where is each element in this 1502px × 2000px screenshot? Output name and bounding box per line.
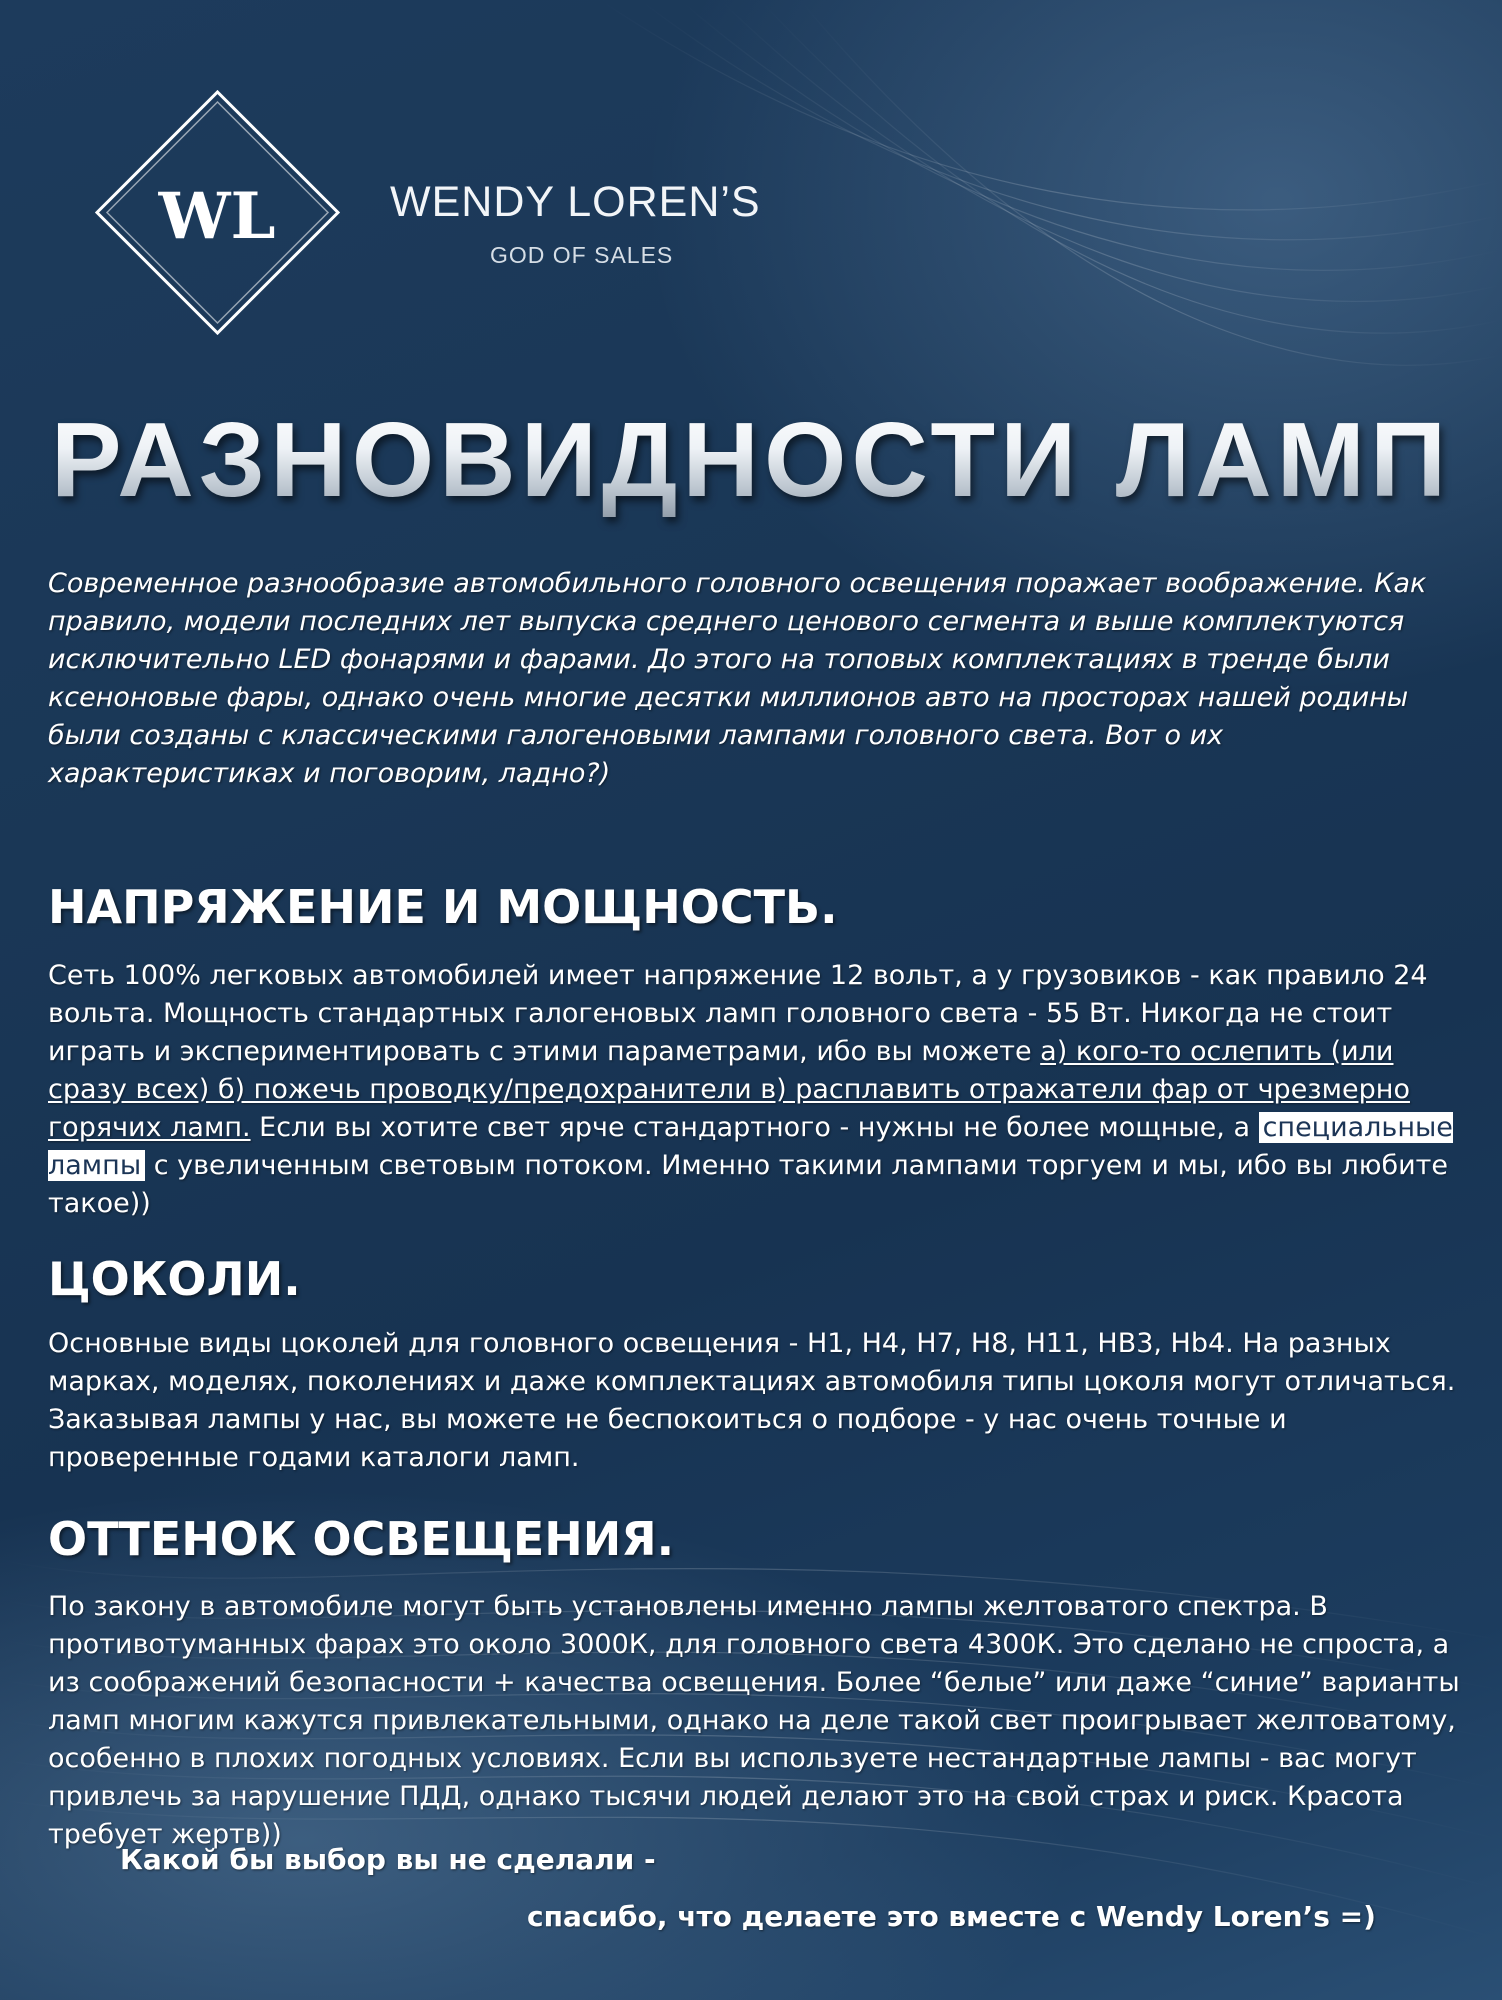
- voltage-text-2: Если вы хотите свет ярче стандартного - нужны не более мощные, а: [250, 1112, 1259, 1143]
- voltage-text-3: с увеличенным световым потоком. Именно такими лампами торгуем и мы, ибо вы любите такое)): [48, 1150, 1448, 1219]
- voltage-underlined-text: а) кого-то ослепить (или сразу всех) б) пожечь проводку/предохранители в) расплавить отражатели фар от чрезмерно горячих ламп.: [48, 1036, 1410, 1143]
- bases-paragraph: Основные виды цоколей для головного освещения - H1, H4, H7, H8, H11, HB3, Hb4. На разных марках, моделях, поколениях и даже комплектациях автомобиля типы цоколя могут отличаться. Заказывая лампы у нас, вы можете не беспокоиться о подборе - у нас очень точные и проверенные годами каталоги ламп.: [48, 1328, 1456, 1473]
- logo-letters: WL: [158, 179, 276, 254]
- heading-tint: ОТТЕНОК ОСВЕЩЕНИЯ.: [48, 1512, 675, 1566]
- logo-diamond-icon: [95, 90, 340, 335]
- voltage-highlighted-text: специальные лампы: [48, 1112, 1453, 1181]
- heading-voltage: НАПРЯЖЕНИЕ И МОЩНОСТЬ.: [48, 880, 838, 934]
- closing-line-2: спасибо, что делаете это вместе с Wendy Loren’s =): [527, 1900, 1376, 1933]
- voltage-paragraph: [48, 957, 1468, 1223]
- voltage-text-1: Сеть 100% легковых автомобилей имеет напряжение 12 вольт, а у грузовиков - как правило 24 вольта. Мощность стандартных галогеновых ламп головного света - 55 Вт. Никогда не стоит играть и экспериментировать с этими параметрами, ибо вы можете: [48, 960, 1428, 1067]
- brand-logo: [95, 90, 340, 335]
- closing-line-1: Какой бы выбор вы не сделали -: [120, 1843, 656, 1876]
- tint-paragraph: По закону в автомобиле могут быть установлены именно лампы желтоватого спектра. В противотуманных фарах это около 3000К, для головного света 4300К. Это сделано не спроста, а из соображений безопасности + качества освещения. Более “белые” или даже “синие” варианты ламп многим кажутся привлекательными, однако на деле такой свет проигрывает желтоватому, особенно в плохих погодных условиях. Если вы используете нестандартные лампы - вас могут привлечь за нарушение ПДД, однако тысячи людей делают это на свой страх и риск. Красота требует жертв)): [48, 1591, 1460, 1850]
- brand-name: WENDY LOREN’S: [390, 178, 761, 226]
- brand-tagline: GOD OF SALES: [490, 242, 674, 268]
- intro-paragraph: Современное разнообразие автомобильного головного освещения поражает воображение. Как правило, модели последних лет выпуска среднего ценового сегмента и выше комплектуются исключительно LED фонарями и фарами. До этого на топовых комплектациях в тренде были ксеноновые фары, однако очень многие десятки миллионов авто на просторах нашей родины были созданы с классическими галогеновыми лампами головного света. Вот о их характеристиках и поговорим, ладно?): [48, 568, 1427, 789]
- heading-bases: ЦОКОЛИ.: [48, 1252, 301, 1306]
- page-title: РАЗНОВИДНОСТИ ЛАМП: [0, 400, 1502, 521]
